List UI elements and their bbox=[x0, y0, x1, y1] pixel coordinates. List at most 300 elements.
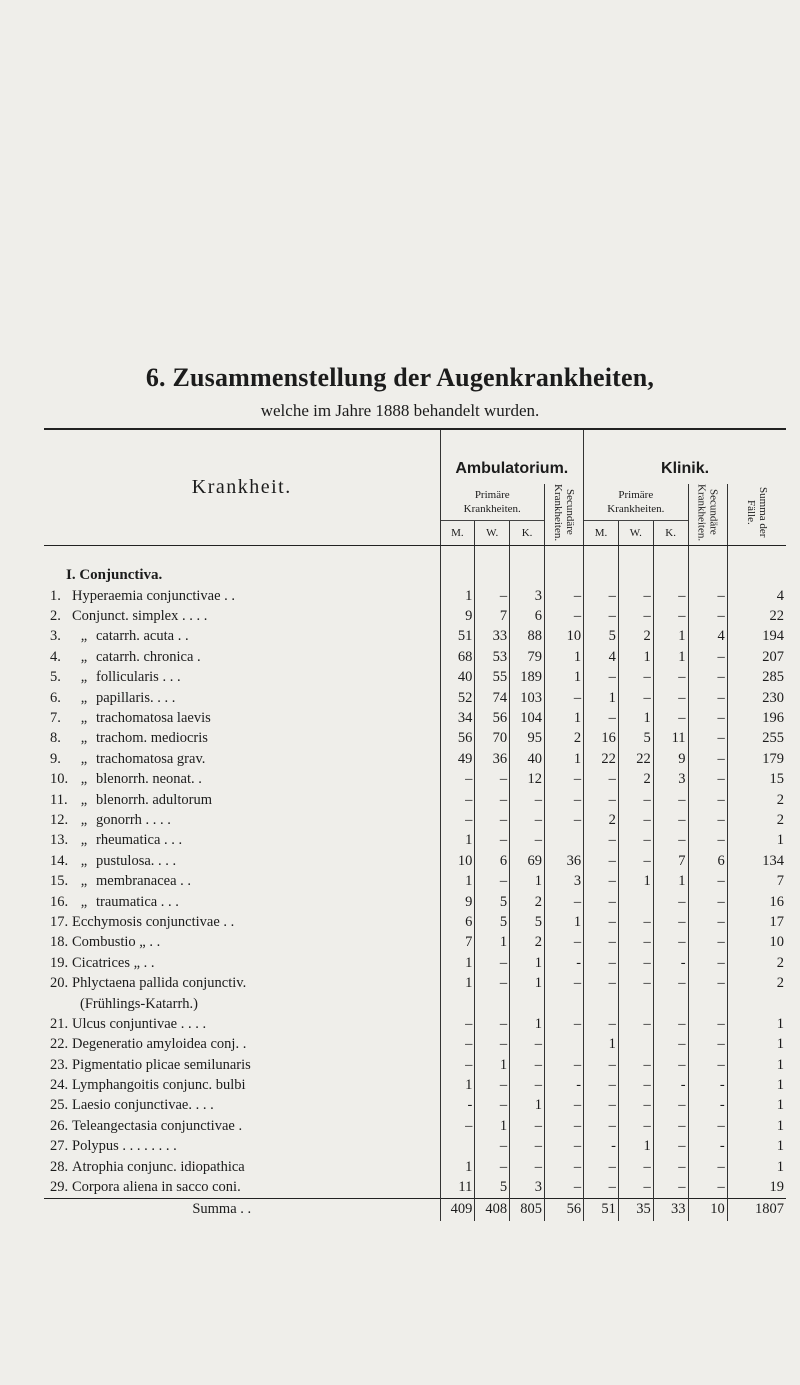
count-cell: – bbox=[544, 933, 583, 953]
count-cell: 230 bbox=[727, 688, 786, 708]
ditto-mark: „ bbox=[80, 893, 88, 910]
count-cell: – bbox=[688, 749, 727, 769]
count-cell: – bbox=[653, 912, 688, 932]
count-cell: 1 bbox=[618, 1137, 653, 1157]
count-cell: 1 bbox=[510, 871, 545, 891]
ditto-mark: „ bbox=[80, 832, 88, 849]
count-cell: – bbox=[653, 688, 688, 708]
disease-name-cell bbox=[44, 953, 440, 973]
table-row bbox=[44, 627, 786, 647]
count-cell: 1 bbox=[618, 647, 653, 667]
count-cell: 88 bbox=[510, 627, 545, 647]
count-cell: 19 bbox=[727, 1177, 786, 1198]
empty-cell bbox=[544, 994, 583, 1014]
count-cell: – bbox=[544, 973, 583, 993]
count-cell: 5 bbox=[475, 892, 510, 912]
table-row bbox=[44, 1014, 786, 1034]
count-cell: 1 bbox=[544, 668, 583, 688]
table-row bbox=[44, 973, 786, 993]
count-cell bbox=[618, 892, 653, 912]
table-row bbox=[44, 933, 786, 953]
count-cell: – bbox=[475, 1075, 510, 1095]
count-cell: – bbox=[475, 586, 510, 606]
count-cell: 40 bbox=[510, 749, 545, 769]
ditto-mark: „ bbox=[80, 750, 88, 767]
table-body bbox=[44, 546, 786, 1199]
count-cell: – bbox=[688, 606, 727, 626]
summa-label: Summa . . bbox=[44, 1198, 440, 1221]
count-cell: – bbox=[618, 810, 653, 830]
count-cell: 4 bbox=[688, 627, 727, 647]
count-cell: 1 bbox=[727, 1055, 786, 1075]
count-cell: 56 bbox=[440, 729, 475, 749]
count-cell: – bbox=[584, 933, 619, 953]
row-number: 9. bbox=[50, 750, 61, 767]
count-cell: - bbox=[440, 1096, 475, 1116]
disease-name: Ulcus conjuntivae . . . . bbox=[72, 1015, 207, 1032]
summa-cell: 33 bbox=[653, 1198, 688, 1221]
count-cell: – bbox=[688, 892, 727, 912]
count-cell: - bbox=[688, 1075, 727, 1095]
count-cell: 3 bbox=[510, 1177, 545, 1198]
count-cell: – bbox=[475, 1035, 510, 1055]
count-cell: – bbox=[475, 953, 510, 973]
header-klinik: Klinik. bbox=[584, 430, 786, 484]
disease-name-cell bbox=[44, 647, 440, 667]
count-cell: – bbox=[440, 790, 475, 810]
count-cell: – bbox=[688, 1177, 727, 1198]
count-cell: – bbox=[653, 790, 688, 810]
count-cell: 1 bbox=[653, 871, 688, 891]
count-cell: 5 bbox=[475, 1177, 510, 1198]
count-cell: 15 bbox=[727, 770, 786, 790]
count-cell: 1 bbox=[727, 1096, 786, 1116]
count-cell: 5 bbox=[584, 627, 619, 647]
row-number: 16. bbox=[50, 893, 69, 910]
count-cell: – bbox=[544, 892, 583, 912]
count-cell bbox=[544, 831, 583, 851]
count-cell: – bbox=[618, 586, 653, 606]
count-cell: 285 bbox=[727, 668, 786, 688]
header-kl-primaere bbox=[584, 484, 688, 521]
count-cell: – bbox=[618, 831, 653, 851]
ditto-mark: „ bbox=[80, 730, 88, 747]
count-cell: – bbox=[475, 790, 510, 810]
count-cell: – bbox=[440, 1035, 475, 1055]
table-row bbox=[44, 1116, 786, 1136]
count-cell: 255 bbox=[727, 729, 786, 749]
count-cell: 49 bbox=[440, 749, 475, 769]
count-cell: 7 bbox=[475, 606, 510, 626]
count-cell: – bbox=[584, 586, 619, 606]
disease-name-cell bbox=[44, 851, 440, 871]
header-ambulatorium: Ambulatorium. bbox=[440, 430, 584, 484]
count-cell bbox=[544, 1035, 583, 1055]
row-number: 5. bbox=[50, 669, 61, 686]
disease-name: Laesio conjunctivae. . . . bbox=[72, 1097, 214, 1114]
count-cell: – bbox=[688, 953, 727, 973]
count-cell: 16 bbox=[727, 892, 786, 912]
disease-name-continuation: (Frühlings-Katarrh.) bbox=[80, 995, 198, 1012]
row-number: 8. bbox=[50, 730, 61, 747]
count-cell: - bbox=[544, 953, 583, 973]
disease-name: trachomatosa laevis bbox=[96, 710, 211, 727]
count-cell: 68 bbox=[440, 647, 475, 667]
disease-name: Hyperaemia conjunctivae . . bbox=[72, 587, 236, 604]
count-cell: – bbox=[475, 973, 510, 993]
count-cell: 16 bbox=[584, 729, 619, 749]
count-cell: – bbox=[688, 1014, 727, 1034]
count-cell: 22 bbox=[584, 749, 619, 769]
disease-name: catarrh. acuta . . bbox=[96, 628, 189, 645]
count-cell: – bbox=[618, 1096, 653, 1116]
empty-cell bbox=[727, 994, 786, 1014]
ditto-mark: „ bbox=[80, 791, 88, 808]
ditto-mark: „ bbox=[80, 811, 88, 828]
disease-name-cell bbox=[44, 1055, 440, 1075]
summa-row bbox=[44, 1198, 786, 1221]
count-cell: – bbox=[584, 1116, 619, 1136]
table-row bbox=[44, 1137, 786, 1157]
count-cell: 69 bbox=[510, 851, 545, 871]
table-row bbox=[44, 1177, 786, 1198]
count-cell: – bbox=[688, 729, 727, 749]
count-cell: – bbox=[510, 1157, 545, 1177]
count-cell: 1 bbox=[440, 831, 475, 851]
table-row bbox=[44, 871, 786, 891]
count-cell: – bbox=[618, 1014, 653, 1034]
count-cell: – bbox=[584, 668, 619, 688]
count-cell: 2 bbox=[618, 627, 653, 647]
header-kl-primaere-line1: Primäre bbox=[618, 489, 654, 502]
count-cell: 12 bbox=[510, 770, 545, 790]
count-cell: - bbox=[544, 1075, 583, 1095]
disease-name: Degeneratio amyloidea conj. . bbox=[72, 1036, 247, 1053]
count-cell: 10 bbox=[727, 933, 786, 953]
row-number: 18. bbox=[50, 934, 69, 951]
row-number: 21. bbox=[50, 1015, 69, 1032]
count-cell: 1 bbox=[727, 1137, 786, 1157]
summa-cell: 51 bbox=[584, 1198, 619, 1221]
count-cell: – bbox=[618, 668, 653, 688]
count-cell: 9 bbox=[653, 749, 688, 769]
count-cell: – bbox=[584, 851, 619, 871]
row-number: 7. bbox=[50, 710, 61, 727]
ditto-mark: „ bbox=[80, 852, 88, 869]
row-number: 12. bbox=[50, 811, 69, 828]
row-number: 24. bbox=[50, 1077, 69, 1094]
count-cell: – bbox=[475, 770, 510, 790]
disease-name: Combustio „ . . bbox=[72, 934, 161, 951]
count-cell: – bbox=[440, 1055, 475, 1075]
count-cell: 74 bbox=[475, 688, 510, 708]
count-cell: 6 bbox=[440, 912, 475, 932]
count-cell: – bbox=[510, 810, 545, 830]
empty-cell bbox=[584, 994, 619, 1014]
count-cell: – bbox=[688, 1157, 727, 1177]
row-number: 6. bbox=[50, 689, 61, 706]
count-cell: 1 bbox=[653, 647, 688, 667]
disease-name: follicularis . . . bbox=[96, 669, 181, 686]
header-amb-k: K. bbox=[510, 521, 545, 546]
disease-name: membranacea . . bbox=[96, 873, 192, 890]
summa-cell: 409 bbox=[440, 1198, 475, 1221]
disease-name: Conjunct. simplex . . . . bbox=[72, 608, 208, 625]
count-cell: 2 bbox=[544, 729, 583, 749]
count-cell: – bbox=[475, 1137, 510, 1157]
ditto-mark: „ bbox=[80, 648, 88, 665]
count-cell: 7 bbox=[440, 933, 475, 953]
count-cell: 33 bbox=[475, 627, 510, 647]
count-cell: – bbox=[688, 1055, 727, 1075]
count-cell: – bbox=[653, 933, 688, 953]
count-cell: 1 bbox=[544, 749, 583, 769]
count-cell: 1 bbox=[440, 973, 475, 993]
row-number: 3. bbox=[50, 628, 61, 645]
disease-name-cell bbox=[44, 1157, 440, 1177]
table-row bbox=[44, 749, 786, 769]
disease-name-cell bbox=[44, 1014, 440, 1034]
count-cell: – bbox=[688, 770, 727, 790]
row-number: 22. bbox=[50, 1036, 69, 1053]
disease-name: trachom. mediocris bbox=[96, 730, 208, 747]
summa-cell: 1807 bbox=[727, 1198, 786, 1221]
count-cell: – bbox=[544, 1116, 583, 1136]
row-number: 2. bbox=[50, 608, 61, 625]
row-number: 15. bbox=[50, 873, 69, 890]
table-row bbox=[44, 1035, 786, 1055]
count-cell: – bbox=[653, 1137, 688, 1157]
count-cell: 1 bbox=[727, 831, 786, 851]
count-cell: – bbox=[544, 1177, 583, 1198]
count-cell: – bbox=[618, 1075, 653, 1095]
count-cell: – bbox=[618, 851, 653, 871]
disease-name: Cicatrices „ . . bbox=[72, 954, 155, 971]
count-cell: – bbox=[653, 1157, 688, 1177]
row-number: 29. bbox=[50, 1179, 69, 1196]
count-cell: 6 bbox=[688, 851, 727, 871]
count-cell: – bbox=[688, 912, 727, 932]
disease-name-cell bbox=[44, 586, 440, 606]
count-cell: 2 bbox=[727, 810, 786, 830]
count-cell: 95 bbox=[510, 729, 545, 749]
count-cell: – bbox=[618, 933, 653, 953]
count-cell: – bbox=[475, 871, 510, 891]
row-number: 10. bbox=[50, 771, 69, 788]
count-cell: 3 bbox=[544, 871, 583, 891]
count-cell: 70 bbox=[475, 729, 510, 749]
header-summa: Summa der Fälle. bbox=[727, 484, 786, 546]
count-cell: 10 bbox=[544, 627, 583, 647]
count-cell: 1 bbox=[544, 912, 583, 932]
count-cell: – bbox=[544, 770, 583, 790]
count-cell: 1 bbox=[510, 1014, 545, 1034]
disease-name-cell bbox=[44, 790, 440, 810]
table-row-continuation bbox=[44, 994, 786, 1014]
section-row bbox=[44, 546, 786, 587]
count-cell: 7 bbox=[653, 851, 688, 871]
count-cell: – bbox=[688, 586, 727, 606]
count-cell: – bbox=[475, 831, 510, 851]
count-cell: 11 bbox=[440, 1177, 475, 1198]
count-cell: 22 bbox=[618, 749, 653, 769]
count-cell: – bbox=[653, 1055, 688, 1075]
count-cell: – bbox=[618, 606, 653, 626]
table-row bbox=[44, 1055, 786, 1075]
count-cell: – bbox=[688, 708, 727, 728]
count-cell: – bbox=[618, 688, 653, 708]
row-number: 13. bbox=[50, 832, 69, 849]
disease-name: traumatica . . . bbox=[96, 893, 179, 910]
count-cell: – bbox=[618, 1177, 653, 1198]
row-number: 23. bbox=[50, 1056, 69, 1073]
table-row bbox=[44, 668, 786, 688]
count-cell: – bbox=[688, 973, 727, 993]
count-cell: 53 bbox=[475, 647, 510, 667]
count-cell: – bbox=[584, 1177, 619, 1198]
disease-name: Lymphangoitis conjunc. bulbi bbox=[72, 1077, 246, 1094]
count-cell: – bbox=[544, 810, 583, 830]
disease-name: catarrh. chronica . bbox=[96, 648, 201, 665]
count-cell: 1 bbox=[653, 627, 688, 647]
disease-name-cell bbox=[44, 749, 440, 769]
count-cell: 207 bbox=[727, 647, 786, 667]
table-row bbox=[44, 851, 786, 871]
count-cell: – bbox=[688, 810, 727, 830]
count-cell: – bbox=[653, 1014, 688, 1034]
ditto-mark: „ bbox=[80, 669, 88, 686]
count-cell: 1 bbox=[475, 1116, 510, 1136]
count-cell: 22 bbox=[727, 606, 786, 626]
count-cell: 103 bbox=[510, 688, 545, 708]
header-kl-w: W. bbox=[618, 521, 653, 546]
count-cell: 1 bbox=[727, 1014, 786, 1034]
count-cell: 194 bbox=[727, 627, 786, 647]
count-cell: – bbox=[618, 912, 653, 932]
count-cell: – bbox=[584, 1075, 619, 1095]
count-cell: – bbox=[653, 810, 688, 830]
ditto-mark: „ bbox=[80, 710, 88, 727]
disease-name: rheumatica . . . bbox=[96, 832, 183, 849]
disease-table-container bbox=[44, 428, 786, 1221]
count-cell: – bbox=[584, 1014, 619, 1034]
count-cell: – bbox=[688, 1035, 727, 1055]
count-cell: – bbox=[688, 668, 727, 688]
count-cell: - bbox=[688, 1096, 727, 1116]
table-row bbox=[44, 912, 786, 932]
header-krankheit: Krankheit. bbox=[44, 430, 440, 546]
count-cell: 1 bbox=[475, 1055, 510, 1075]
count-cell: 1 bbox=[727, 1116, 786, 1136]
count-cell: 1 bbox=[584, 1035, 619, 1055]
count-cell: - bbox=[584, 1137, 619, 1157]
count-cell: 1 bbox=[618, 871, 653, 891]
table-row bbox=[44, 606, 786, 626]
count-cell: – bbox=[618, 973, 653, 993]
count-cell: 36 bbox=[475, 749, 510, 769]
disease-name: blenorrh. adultorum bbox=[96, 791, 212, 808]
count-cell: 134 bbox=[727, 851, 786, 871]
table-row bbox=[44, 586, 786, 606]
table-row bbox=[44, 892, 786, 912]
row-number: 28. bbox=[50, 1158, 69, 1175]
count-cell: – bbox=[584, 953, 619, 973]
count-cell: – bbox=[653, 606, 688, 626]
row-number: 27. bbox=[50, 1138, 69, 1155]
summa-cell: 408 bbox=[475, 1198, 510, 1221]
count-cell: 1 bbox=[440, 953, 475, 973]
count-cell: 17 bbox=[727, 912, 786, 932]
count-cell: 1 bbox=[440, 1075, 475, 1095]
disease-name: gonorrh . . . . bbox=[96, 811, 171, 828]
count-cell: – bbox=[688, 933, 727, 953]
row-number: 17. bbox=[50, 913, 69, 930]
count-cell: – bbox=[688, 831, 727, 851]
table-row bbox=[44, 953, 786, 973]
count-cell: – bbox=[618, 1055, 653, 1075]
header-amb-primaere bbox=[440, 484, 544, 521]
disease-name-cell bbox=[44, 606, 440, 626]
count-cell: – bbox=[653, 831, 688, 851]
count-cell: – bbox=[475, 1157, 510, 1177]
count-cell: – bbox=[584, 1157, 619, 1177]
row-number: 4. bbox=[50, 648, 61, 665]
count-cell: – bbox=[510, 831, 545, 851]
count-cell: 1 bbox=[618, 708, 653, 728]
header-amb-w: W. bbox=[475, 521, 510, 546]
count-cell: 4 bbox=[584, 647, 619, 667]
disease-name-cell bbox=[44, 871, 440, 891]
count-cell: – bbox=[544, 1096, 583, 1116]
disease-name-cell bbox=[44, 933, 440, 953]
count-cell: - bbox=[688, 1137, 727, 1157]
empty-cell bbox=[475, 994, 510, 1014]
count-cell: 3 bbox=[653, 770, 688, 790]
table-row bbox=[44, 1075, 786, 1095]
count-cell: 179 bbox=[727, 749, 786, 769]
disease-name: Teleangectasia conjunctivae . bbox=[72, 1117, 243, 1134]
count-cell: 1 bbox=[544, 708, 583, 728]
disease-name-cell bbox=[44, 627, 440, 647]
disease-name-cell bbox=[44, 831, 440, 851]
count-cell: – bbox=[618, 790, 653, 810]
disease-name: trachomatosa grav. bbox=[96, 750, 206, 767]
count-cell: – bbox=[510, 790, 545, 810]
count-cell: 5 bbox=[618, 729, 653, 749]
count-cell: 104 bbox=[510, 708, 545, 728]
count-cell: – bbox=[688, 871, 727, 891]
count-cell: – bbox=[688, 688, 727, 708]
table-row bbox=[44, 1096, 786, 1116]
count-cell: – bbox=[688, 790, 727, 810]
ditto-mark: „ bbox=[80, 628, 88, 645]
disease-name-cell bbox=[44, 1035, 440, 1055]
count-cell: – bbox=[440, 1116, 475, 1136]
disease-name: Pigmentatio plicae semilunaris bbox=[72, 1056, 251, 1073]
empty-cell bbox=[618, 994, 653, 1014]
count-cell: – bbox=[653, 586, 688, 606]
count-cell: – bbox=[584, 1096, 619, 1116]
table-row bbox=[44, 708, 786, 728]
summa-cell: 56 bbox=[544, 1198, 583, 1221]
count-cell: 2 bbox=[584, 810, 619, 830]
disease-name: Atrophia conjunc. idiopathica bbox=[72, 1158, 245, 1175]
count-cell: 9 bbox=[440, 606, 475, 626]
count-cell: – bbox=[584, 708, 619, 728]
header-kl-m: M. bbox=[584, 521, 619, 546]
count-cell: 1 bbox=[440, 1157, 475, 1177]
disease-name-cell bbox=[44, 1075, 440, 1095]
